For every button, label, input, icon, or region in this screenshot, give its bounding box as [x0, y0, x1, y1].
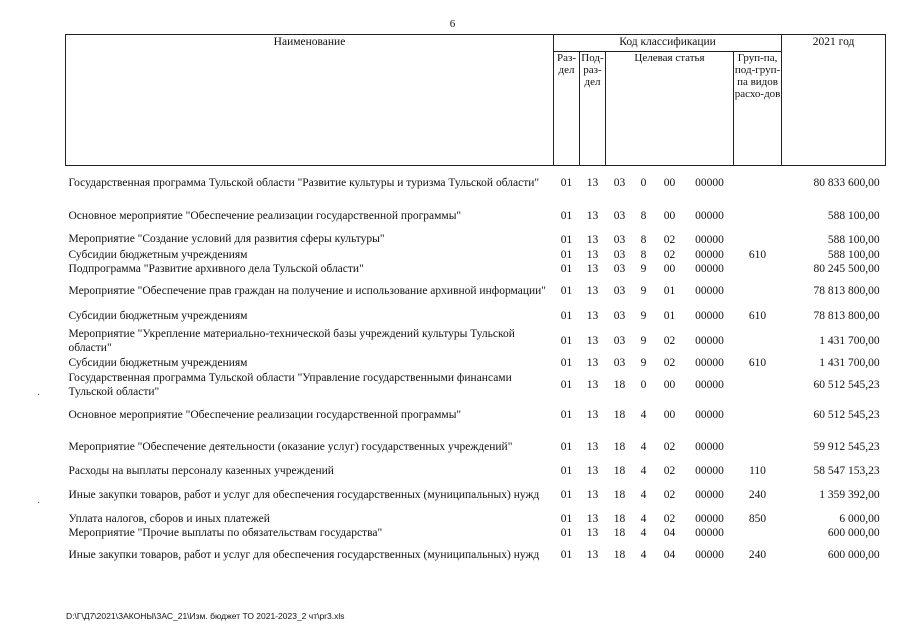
cell-podrazdel: 13 [586, 335, 599, 347]
cell-razdel: 01 [560, 263, 573, 275]
cell-amount: 80 245 500,00 [813, 263, 880, 275]
cell-podrazdel: 13 [586, 310, 599, 322]
cell-name: Иные закупки товаров, работ и услуг для обеспечения государственных (муниципальных) нужд [68, 548, 540, 561]
cell-c4: 00000 [695, 379, 724, 391]
cell-c3: 04 [663, 549, 676, 561]
cell-amount: 78 813 800,00 [813, 285, 880, 297]
table-row [66, 232, 886, 249]
cell-c2: 0 [640, 177, 647, 190]
cell-podrazdel: 13 [586, 263, 599, 275]
cell-vid [734, 166, 782, 202]
cell-amount: 588 100,00 [827, 210, 880, 222]
cell-podrazdel: 13 [586, 409, 599, 421]
cell-c3: 02 [663, 513, 676, 525]
cell-podrazdel: 13 [586, 379, 599, 391]
cell-c2: 4 [640, 527, 647, 539]
cell-c2: 8 [640, 210, 647, 222]
cell-c3: 02 [663, 249, 676, 261]
cell-c4: 00000 [695, 310, 724, 322]
cell-c2: 9 [640, 263, 647, 275]
header-year: 2021 год [782, 35, 886, 166]
cell-c4: 00000 [695, 489, 724, 501]
table-row [66, 541, 886, 571]
cell-razdel: 01 [560, 177, 573, 190]
cell-c3: 02 [663, 335, 676, 347]
cell-c1: 18 [613, 465, 626, 477]
cell-name: Расходы на выплаты персоналу казенных учреждений [68, 464, 334, 477]
cell-razdel: 01 [560, 210, 573, 222]
cell-c1: 03 [613, 210, 626, 222]
cell-c3: 00 [663, 210, 676, 222]
cell-razdel: 01 [560, 549, 573, 561]
cell-razdel: 01 [560, 409, 573, 421]
cell-c3: 01 [663, 285, 676, 297]
table-row [66, 166, 886, 202]
cell-name: Иные закупки товаров, работ и услуг для обеспечения государственных (муниципальных) нужд [68, 488, 540, 501]
cell-razdel: 01 [560, 285, 573, 297]
cell-c4: 00000 [695, 285, 724, 297]
cell-podrazdel: 13 [586, 527, 599, 539]
cell-c2: 4 [640, 441, 647, 453]
cell-vid: 850 [748, 513, 767, 525]
cell-podrazdel: 13 [586, 210, 599, 222]
cell-name: Субсидии бюджетным учреждениям [68, 309, 248, 322]
table-body [66, 166, 886, 571]
cell-c2: 9 [640, 335, 647, 347]
cell-vid [734, 232, 782, 249]
cell-c3: 02 [663, 233, 676, 246]
cell-vid [734, 263, 782, 277]
cell-podrazdel: 13 [586, 285, 599, 297]
cell-podrazdel: 13 [586, 549, 599, 561]
cell-name: Основное мероприятие "Обеспечение реализации государственной программы" [68, 408, 462, 421]
table-row [66, 371, 886, 401]
header-name: Наименование [66, 35, 554, 166]
cell-name: Государственная программа Тульской области "Управление государственными финансами Тульской области" [68, 372, 512, 398]
cell-razdel: 01 [560, 513, 573, 525]
cell-c2: 8 [640, 249, 647, 261]
cell-c1: 03 [613, 263, 626, 275]
cell-c1: 03 [613, 357, 626, 369]
cell-name: Мероприятие "Обеспечение деятельности (оказание услуг) государственных учреждений" [68, 440, 513, 453]
cell-c3: 02 [663, 441, 676, 453]
header-podrazdel: Под-раз-дел [580, 52, 606, 166]
cell-c1: 03 [613, 335, 626, 347]
cell-podrazdel: 13 [586, 489, 599, 501]
cell-c1: 18 [613, 441, 626, 453]
cell-c3: 00 [663, 177, 676, 190]
budget-table [65, 34, 886, 571]
cell-razdel: 01 [560, 489, 573, 501]
cell-name: Мероприятие "Создание условий для развития сферы культуры" [68, 233, 385, 246]
table-row [66, 401, 886, 431]
cell-c1: 18 [613, 409, 626, 421]
cell-vid: 610 [748, 310, 767, 322]
header-gruppa: Груп-па, под-груп-па видов расхо-дов [734, 52, 782, 166]
budget-table-frame [65, 34, 885, 571]
cell-razdel: 01 [560, 335, 573, 347]
cell-vid [734, 202, 782, 232]
cell-vid [734, 327, 782, 357]
cell-c2: 8 [640, 233, 647, 246]
header-code-group: Код классификации [554, 35, 782, 52]
table-row [66, 277, 886, 307]
header-razdel: Раз-дел [554, 52, 580, 166]
cell-vid [734, 371, 782, 401]
cell-amount: 1 431 700,00 [819, 335, 880, 347]
cell-amount: 78 813 800,00 [813, 310, 880, 322]
cell-c3: 02 [663, 465, 676, 477]
cell-podrazdel: 13 [586, 177, 599, 190]
cell-vid [734, 277, 782, 307]
cell-c4: 00000 [695, 357, 724, 369]
cell-vid [734, 527, 782, 541]
table-row [66, 327, 886, 357]
header-celevaya: Целевая статья [606, 52, 734, 166]
cell-vid: 610 [748, 357, 767, 369]
cell-razdel: 01 [560, 357, 573, 369]
cell-c2: 4 [640, 549, 647, 561]
cell-amount: 6 000,00 [839, 513, 880, 525]
cell-razdel: 01 [560, 465, 573, 477]
cell-vid: 240 [748, 549, 767, 561]
cell-name: Мероприятие "Обеспечение прав граждан на получение и использование архивной информации" [68, 284, 546, 297]
cell-podrazdel: 13 [586, 357, 599, 369]
cell-razdel: 01 [560, 441, 573, 453]
scan-mark: · [37, 498, 41, 509]
cell-name: Мероприятие "Прочие выплаты по обязательствам государства" [68, 526, 383, 539]
cell-vid: 110 [749, 465, 766, 477]
cell-vid: 610 [748, 249, 767, 261]
cell-c1: 18 [613, 513, 626, 525]
cell-c1: 03 [613, 177, 626, 190]
cell-c3: 02 [663, 357, 676, 369]
cell-c3: 01 [663, 310, 676, 322]
cell-c3: 00 [663, 409, 676, 421]
cell-c4: 00000 [695, 233, 724, 246]
cell-c1: 18 [613, 527, 626, 539]
cell-razdel: 01 [560, 249, 573, 261]
cell-amount: 1 431 700,00 [819, 357, 880, 369]
cell-c2: 4 [640, 409, 647, 421]
cell-name: Субсидии бюджетным учреждениям [68, 356, 248, 369]
cell-c4: 00000 [695, 513, 724, 525]
table-row [66, 357, 886, 371]
cell-amount: 60 512 545,23 [813, 409, 880, 421]
cell-c4: 00000 [695, 210, 724, 222]
cell-c3: 02 [663, 489, 676, 501]
cell-c4: 00000 [695, 335, 724, 347]
cell-c2: 0 [640, 379, 647, 391]
cell-c2: 4 [640, 465, 647, 477]
cell-podrazdel: 13 [586, 465, 599, 477]
cell-c2: 9 [640, 310, 647, 322]
cell-razdel: 01 [560, 527, 573, 539]
cell-podrazdel: 13 [586, 441, 599, 453]
cell-amount: 58 547 153,23 [813, 465, 880, 477]
cell-c3: 04 [663, 527, 676, 539]
cell-razdel: 01 [560, 310, 573, 322]
cell-c4: 00000 [695, 177, 724, 190]
cell-vid [734, 431, 782, 465]
cell-podrazdel: 13 [586, 513, 599, 525]
cell-c1: 18 [613, 489, 626, 501]
cell-podrazdel: 13 [586, 233, 599, 246]
cell-c2: 4 [640, 489, 647, 501]
table-row [66, 431, 886, 465]
cell-c3: 00 [663, 263, 676, 275]
table-row [66, 479, 886, 513]
table-row [66, 513, 886, 527]
cell-name: Субсидии бюджетным учреждениям [68, 248, 248, 261]
cell-c1: 18 [613, 549, 626, 561]
cell-c4: 00000 [695, 263, 724, 275]
table-row [66, 307, 886, 327]
cell-name: Основное мероприятие "Обеспечение реализации государственной программы" [68, 209, 462, 222]
cell-amount: 60 512 545,23 [813, 379, 880, 391]
cell-name: Государственная программа Тульской области "Развитие культуры и туризма Тульской области" [68, 177, 540, 189]
cell-c3: 00 [663, 379, 676, 391]
cell-podrazdel: 13 [586, 249, 599, 261]
cell-vid: 240 [748, 489, 767, 501]
cell-amount: 1 359 392,00 [819, 489, 880, 501]
cell-c2: 9 [640, 285, 647, 297]
cell-c4: 00000 [695, 527, 724, 539]
cell-c4: 00000 [695, 549, 724, 561]
cell-amount: 588 100,00 [827, 233, 880, 246]
cell-name: Уплата налогов, сборов и иных платежей [68, 512, 270, 525]
cell-razdel: 01 [560, 233, 573, 246]
table-row [66, 249, 886, 263]
cell-vid [734, 401, 782, 431]
cell-c4: 00000 [695, 465, 724, 477]
cell-amount: 600 000,00 [827, 549, 880, 561]
scan-mark: · [37, 390, 41, 401]
cell-amount: 588 100,00 [827, 249, 880, 261]
table-row [66, 263, 886, 277]
cell-razdel: 01 [560, 379, 573, 391]
cell-c1: 18 [613, 379, 626, 391]
table-row [66, 202, 886, 232]
table-row [66, 465, 886, 479]
cell-c1: 03 [613, 285, 626, 297]
cell-c4: 00000 [695, 249, 724, 261]
cell-amount: 600 000,00 [827, 527, 880, 539]
table-row [66, 527, 886, 541]
cell-c2: 4 [640, 513, 647, 525]
footer-file-path: D:\Г\Д7\2021\ЗАКОНЫ\ЗАС_21\Изм. бюджет ТО 2021-2023_2 чт\pr3.xls [66, 611, 345, 621]
cell-c1: 03 [613, 233, 626, 246]
cell-c4: 00000 [695, 441, 724, 453]
cell-amount: 80 833 600,00 [813, 177, 880, 190]
cell-name: Мероприятие "Укрепление материально-технической базы учреждений культуры Тульской области" [68, 328, 515, 354]
page-number: 6 [449, 18, 456, 30]
cell-c1: 03 [613, 310, 626, 322]
cell-c4: 00000 [695, 409, 724, 421]
cell-amount: 59 912 545,23 [813, 441, 880, 453]
cell-name: Подпрограмма "Развитие архивного дела Тульской области" [68, 262, 364, 275]
cell-c1: 03 [613, 249, 626, 261]
cell-c2: 9 [640, 357, 647, 369]
